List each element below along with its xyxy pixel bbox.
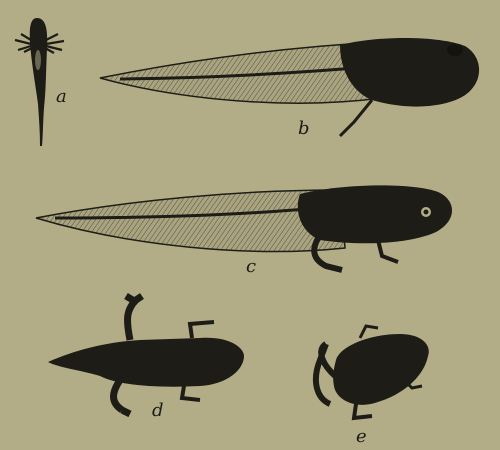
specimen-d-froglet — [48, 296, 244, 414]
label-c: c — [246, 256, 257, 277]
label-a: a — [56, 86, 67, 107]
label-b: b — [298, 118, 310, 139]
specimen-c-tadpole — [36, 185, 452, 270]
specimen-b-tadpole — [100, 38, 479, 139]
label-d: d — [152, 400, 164, 421]
specimen-e-frog — [316, 326, 429, 418]
label-e: e — [356, 426, 367, 447]
specimen-a-larva — [15, 18, 64, 146]
